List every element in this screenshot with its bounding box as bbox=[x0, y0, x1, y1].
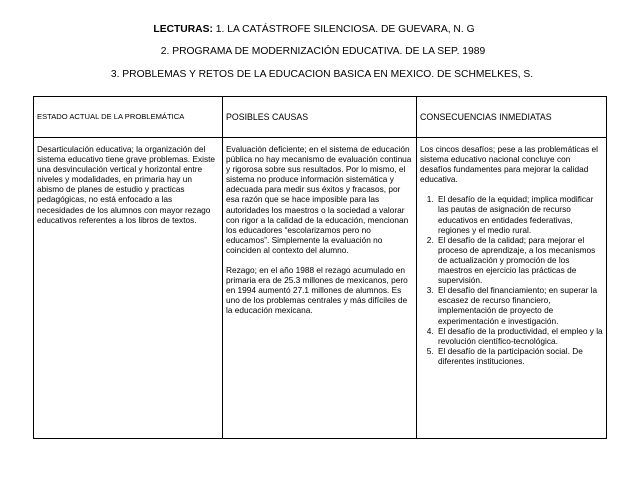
desafios-list bbox=[420, 194, 603, 366]
consecuencias-intro: Los cincos desafíos; pese a las problemáticas el sistema educativo nacional concluye con desafíos fundamentes para mejorar la calidad educativa. bbox=[420, 144, 599, 185]
estado-text: Desarticulación educativa; la organización del sistema educativo tiene grave problemas. Existe una desvinculación vertical y horizontal entre niveles y modalidades, en primaria hay un abismo de planes de estudio y practicas pedagógicas, no está enfocado a las necesidades de los alumnos con mayor rezago educativos referentes a los libros de textos. bbox=[37, 144, 216, 225]
cell-estado-actual bbox=[34, 138, 223, 439]
cell-posibles-causas bbox=[223, 138, 417, 439]
reading-1-title: 1. LA CATÁSTROFE SILENCIOSA. DE GUEVARA, N. G bbox=[212, 24, 475, 35]
header-posibles-causas: POSIBLES CAUSAS bbox=[223, 97, 417, 138]
cell-consecuencias bbox=[417, 138, 607, 439]
list-item: 4. El desafío de la productividad, el empleo y la revolución científico-tecnológica. bbox=[436, 326, 603, 346]
causa-evaluacion: Evaluación deficiente; en el sistema de educación pública no hay mecanismo de evaluación continua y rigorosa sobre sus resultados. Por lo mismo, el sistema no produce información sistemática y adecuada para medir sus éxitos y fracasos, por esa razón que se hace imposible para las autoridades los maestros o la sociedad a valorar con rigor a la calidad de la educación, mencionan los educadores “escolarizamos pero no educamos”. Simplemente la evaluación no coinciden al contexto del alumno. bbox=[226, 144, 412, 255]
table-header-row bbox=[34, 97, 607, 138]
readings-line-1 bbox=[0, 24, 633, 36]
table-row bbox=[34, 138, 607, 439]
analysis-table bbox=[33, 96, 607, 439]
readings-label: LECTURAS: bbox=[153, 24, 213, 35]
list-item: 3. El desafío del financiamiento; en superar la escasez de recurso financiero, implementación de proyecto de experimentación e investigación. bbox=[436, 285, 603, 325]
header-estado-actual: ESTADO ACTUAL DE LA PROBLEMÁTICA bbox=[34, 97, 223, 138]
header-consecuencias: CONSECUENCIAS INMEDIATAS bbox=[417, 97, 607, 138]
list-item: 1. El desafío de la equidad; implica modificar las pautas de asignación de recurso educativos en entidades federativas, regiones y el medio rural. bbox=[436, 194, 603, 234]
list-item: 5. El desafío de la participación social. De diferentes instituciones. bbox=[436, 346, 603, 366]
reading-2-title: 2. PROGRAMA DE MODERNIZACIÓN EDUCATIVA. DE LA SEP. 1989 bbox=[160, 46, 486, 57]
list-item: 2. El desafío de la calidad; para mejorar el proceso de aprendizaje, a los mecanismos de actualización y promoción de los maestros en ejercicio las prácticas de supervisión. bbox=[436, 235, 603, 285]
reading-3-title: 3. PROBLEMAS Y RETOS DE LA EDUCACION BASICA EN MEXICO. DE SCHMELKES, S. bbox=[110, 69, 534, 80]
causa-rezago: Rezago; en el año 1988 el rezago acumulado en primaria era de 25.3 millones de mexicanos, pero en 1994 aumentó 27.1 millones de alumnos. Es uno de los problemas centrales y más difíciles de la educación mexicana. bbox=[226, 265, 408, 316]
